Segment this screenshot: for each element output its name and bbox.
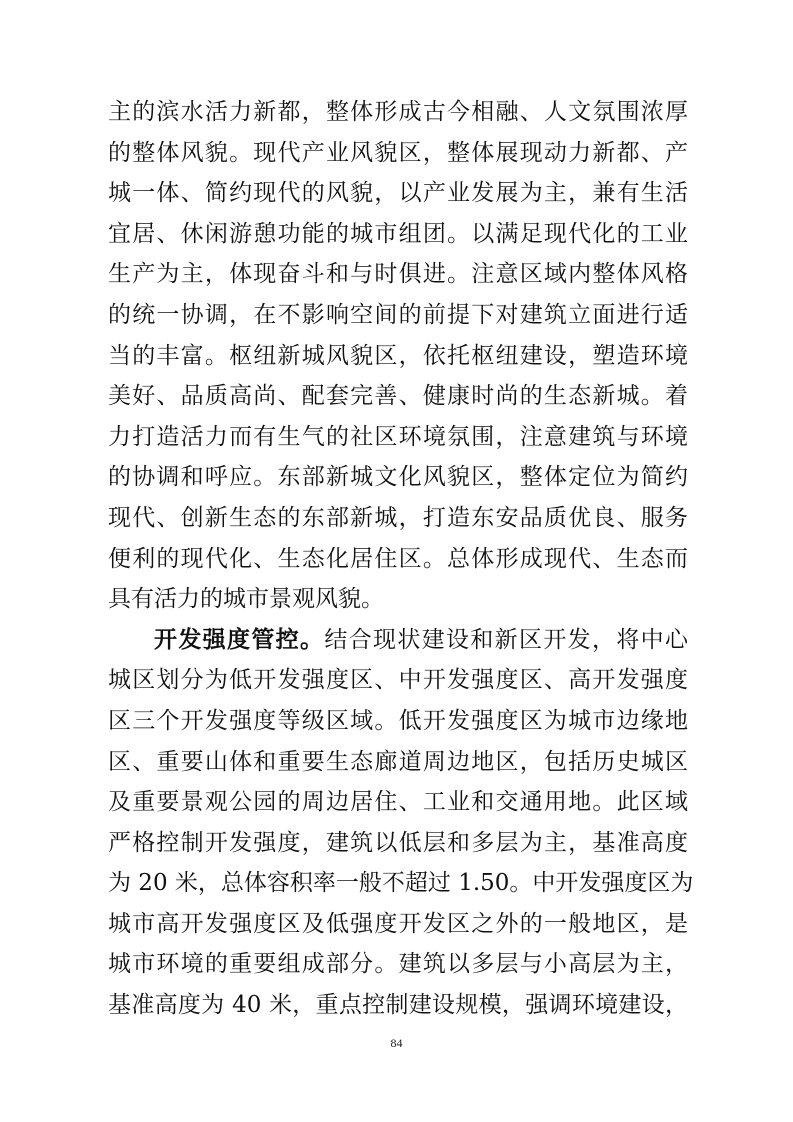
text-line: 力打造活力而有生气的社区环境氛围，注意建筑与环境 (108, 423, 688, 450)
text-line: 便利的现代化、生态化居住区。总体形成现代、生态而 (108, 545, 688, 572)
text-line: 的统一协调，在不影响空间的前提下对建筑立面进行适 (108, 301, 688, 328)
text-line: 当的丰富。枢纽新城风貌区，依托枢纽建设，塑造环境 (108, 342, 688, 369)
text-line: 美好、品质高尚、配套完善、健康时尚的生态新城。着 (108, 383, 688, 410)
text-line: 区、重要山体和重要生态廊道周边地区，包括历史城区 (108, 748, 688, 775)
text-line: 的整体风貌。现代产业风貌区，整体展现动力新都、产 (108, 139, 688, 166)
text-line: 宜居、休闲游憩功能的城市组团。以满足现代化的工业 (108, 220, 688, 247)
section-heading: 开发强度管控。 (154, 625, 325, 653)
paragraph-development-intensity (108, 620, 694, 1026)
body-text (108, 92, 694, 1026)
text-line: 主的滨水活力新都，整体形成古今相融、人文氛围浓厚 (108, 99, 688, 125)
page-number: 84 (390, 1036, 403, 1050)
text-line: 具有活力的城市景观风貌。 (108, 586, 384, 613)
text-line: 为 20 米，总体容积率一般不超过 1.50。中开发强度区为 (108, 870, 694, 897)
paragraph-landscape-zones (108, 92, 688, 620)
text-line: 区三个开发强度等级区域。低开发强度区为城市边缘地 (108, 707, 688, 734)
text-line-first (108, 620, 688, 661)
text-run: 结合现状建设和新区开发，将中心 (324, 626, 689, 653)
text-line: 城市高开发强度区及低强度开发区之外的一般地区，是 (108, 910, 688, 937)
text-line: 现代、创新生态的东部新城，打造东安品质优良、服务 (108, 504, 688, 531)
text-line: 城一体、简约现代的风貌，以产业发展为主，兼有生活 (108, 180, 688, 207)
text-line: 城市环境的重要组成部分。建筑以多层与小高层为主， (108, 951, 688, 978)
text-line: 生产为主，体现奋斗和与时俱进。注意区域内整体风格 (108, 261, 688, 288)
text-line: 城区划分为低开发强度区、中开发强度区、高开发强度 (108, 667, 688, 694)
text-line: 的协调和呼应。东部新城文化风貌区，整体定位为简约 (108, 464, 688, 491)
text-line: 基准高度为 40 米，重点控制建设规模，强调环境建设， (108, 992, 688, 1019)
text-line: 及重要景观公园的周边居住、工业和交通用地。此区域 (108, 789, 688, 816)
text-line: 严格控制开发强度，建筑以低层和多层为主，基准高度 (108, 829, 688, 856)
